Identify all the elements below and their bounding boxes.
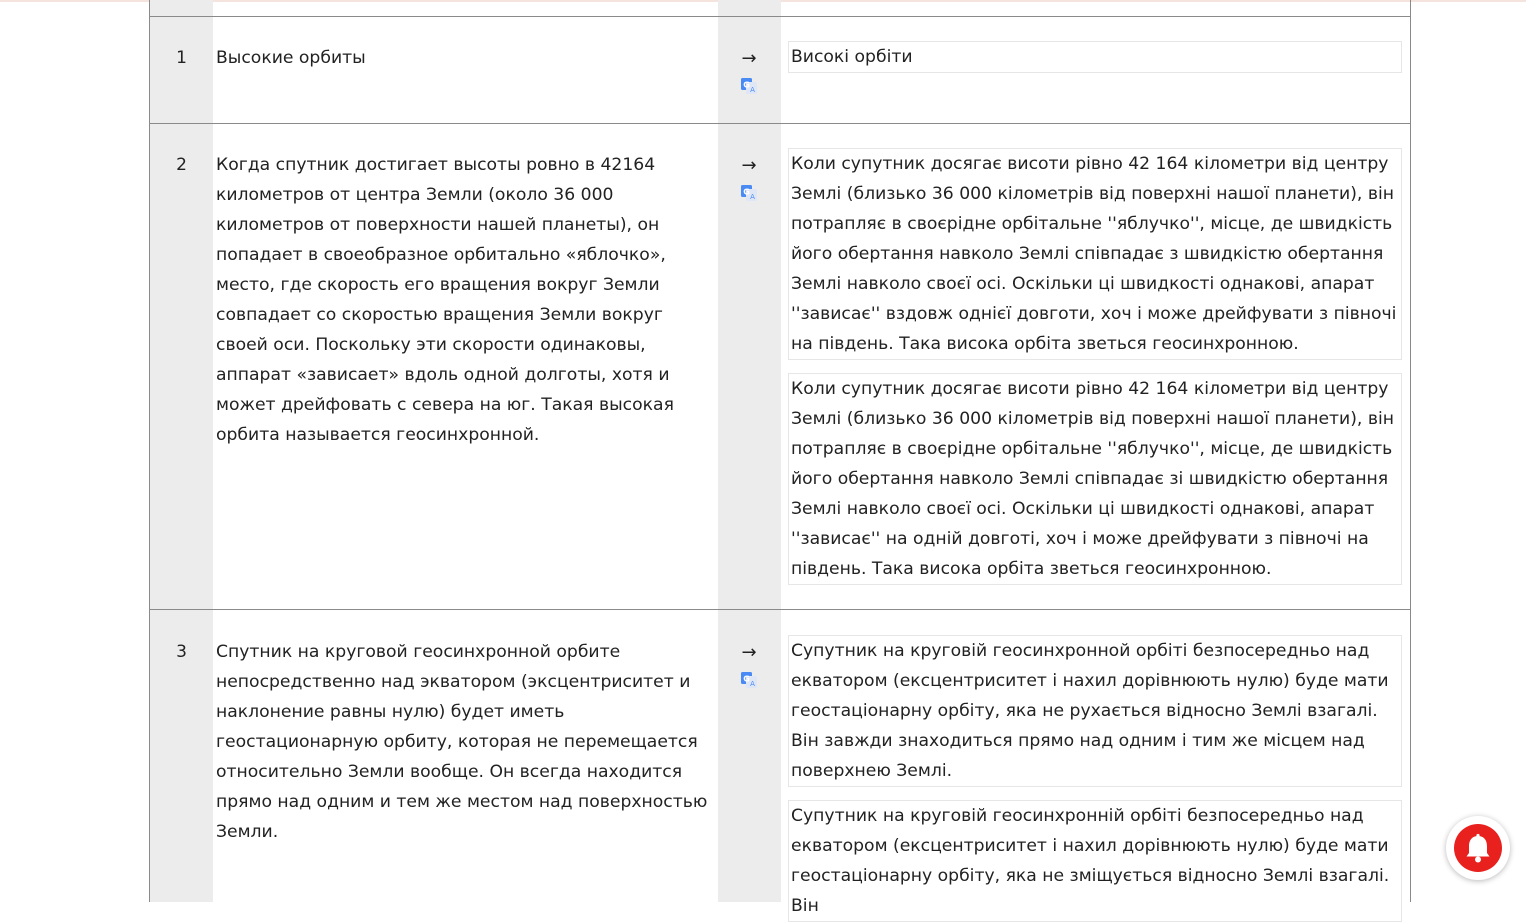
- svg-text:A: A: [750, 680, 755, 688]
- translation-box[interactable]: Коли супутник досягає висоти рівно 42 164 кілометри від центру Землі (близько 36 000 кілометрів від поверхні нашої планети), він потрапляє в своєрідне орбітальне ''яблучко'', місце, де швидкість його обертання навколо Землі співпадає зі швидкістю обертання Землі навколо своєї осі. Оскільки ці швидкості однакові, апарат ''зависає'' на одній довготі, хоч і може дрейфувати з півночі на південь. Така висока орбіта зветься геосинхронною.: [788, 373, 1402, 585]
- source-text: Когда спутник достигает высоты ровно в 42164 километров от центра Земли (около 36 000 километров от поверхности нашей планеты), он попадает в своеобразное орбитально «яблочко», место, где скорость его вращения вокруг Земли совпадает со скоростью вращения Земли вокруг своей оси. Поскольку эти скорости одинаковы, аппарат «зависает» вдоль одной долготы, хотя и может дрейфовать с севера на юг. Такая высокая орбита называется геосинхронной.: [216, 155, 674, 445]
- row-divider: [150, 16, 1410, 17]
- row-divider: [150, 609, 1410, 610]
- source-text: Высокие орбиты: [216, 48, 366, 68]
- svg-text:G: G: [743, 674, 750, 684]
- google-translate-icon[interactable]: [740, 184, 758, 202]
- google-translate-icon[interactable]: [740, 671, 758, 689]
- translation-box[interactable]: Супутник на круговій геосинхронній орбіті безпосередньо над екватором (ексцентриситет і нахил дорівнюють нулю) буде мати геостаціонарну орбіту, яка не зміщується відносно Землі взагалі. Він: [788, 800, 1402, 922]
- translation-box[interactable]: Високі орбіти: [788, 41, 1402, 73]
- svg-text:A: A: [750, 193, 755, 201]
- bell-badge: [1454, 824, 1502, 872]
- row-actions: [736, 643, 762, 689]
- google-translate-icon[interactable]: [740, 77, 758, 95]
- svg-text:G: G: [743, 80, 750, 90]
- translation-table: [149, 0, 1411, 916]
- copy-arrow-button[interactable]: →: [741, 642, 757, 663]
- translation-box[interactable]: Коли супутник досягає висоти рівно 42 164 кілометри від центру Землі (близько 36 000 кілометрів від поверхні нашої планети), він потрапляє в своєрідне орбітальне ''яблучко'', місце, де швидкість його обертання навколо Землі співпадає з швидкістю обертання Землі навколо своєї осі. Оскільки ці швидкості однакові, апарат ''зависає'' вздовж однієї довготи, хоч і може дрейфувати з півночі на південь. Така висока орбіта зветься геосинхронною.: [788, 148, 1402, 360]
- copy-arrow-button[interactable]: →: [741, 48, 757, 69]
- translation-box[interactable]: Супутник на круговій геосинхронной орбіті безпосередньо над екватором (ексцентриситет і нахил дорівнюють нулю) буде мати геостаціонарну орбіту, яка не рухається відносно Землі взагалі. Він завжди знаходиться прямо над одним і тим же місцем над поверхнею Землі.: [788, 635, 1402, 787]
- row-divider: [150, 123, 1410, 124]
- row-number: 1: [176, 48, 187, 68]
- row-number: 2: [176, 155, 187, 175]
- svg-text:A: A: [750, 86, 755, 94]
- action-column-shade: [718, 0, 781, 902]
- copy-arrow-button[interactable]: →: [741, 155, 757, 176]
- row-number: 3: [176, 642, 187, 662]
- bell-icon: [1454, 824, 1502, 872]
- row-actions: [736, 156, 762, 202]
- source-text: Спутник на круговой геосинхронной орбите непосредственно над экватором (эксцентриситет и наклонение равны нулю) будет иметь геостационарную орбиту, которая не перемещается относительно Земли вообще. Он всегда находится прямо над одним и тем же местом над поверхностью Земли.: [216, 642, 708, 842]
- row-actions: [736, 49, 762, 95]
- notification-bell-button[interactable]: [1446, 816, 1510, 880]
- svg-text:G: G: [743, 187, 750, 197]
- number-column-shade: [150, 0, 213, 902]
